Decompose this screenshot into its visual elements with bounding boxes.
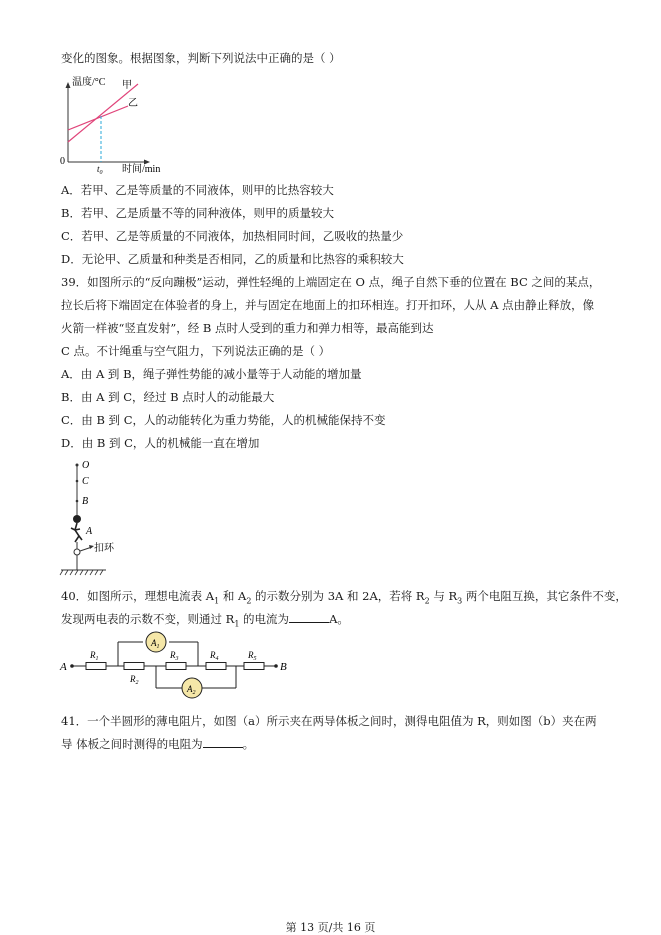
circuit-label-b: B — [280, 661, 287, 673]
q38-option-a: A．若甲、乙是等质量的不同液体，则甲的比热容较大 — [61, 183, 334, 197]
q40-line-2: 发现两电表的示数不变，则通过 $R_1$ 的电流为 A。 — [61, 612, 349, 629]
y-axis-label: 温度/°C — [72, 77, 106, 88]
answer-blank-q41 — [203, 736, 243, 748]
label-r2: $R_2$ — [130, 674, 139, 686]
q39-line-2: 拉长后将下端固定在体验者的身上，并与固定在地面上的扣环相连。打开扣环，人从 A 点由静止释放，像 — [61, 298, 595, 312]
clasp — [74, 549, 80, 555]
resistor-r4 — [206, 663, 226, 670]
q40-line-1: 40．如图所示，理想电流表 $A_1$ 和 $A_2$ 的示数分别为 3A 和 2A，若将 $R_2$ 与 $R_3$ 两个电阻互换，其它条件不变， — [61, 589, 627, 606]
q39-option-d: D．由 B 到 C，人的机械能一直在增加 — [61, 436, 260, 450]
x-axis-label: 时间/min — [122, 164, 161, 175]
intro-line: 变化的图象。根据图象，判断下列说法中正确的是（ ） — [61, 51, 341, 65]
q39-option-c: C．由 B 到 C，人的动能转化为重力势能，人的机械能保持不变 — [61, 413, 386, 427]
person-body — [71, 523, 82, 542]
q39-option-a: A．由 A 到 B，绳子弹性势能的减小量等于人动能的增加量 — [61, 367, 362, 381]
resistor-r1 — [86, 663, 106, 670]
person-head — [73, 515, 81, 523]
origin-label: 0 — [60, 156, 65, 167]
page-footer: 第 13 页/共 16 页 — [285, 921, 376, 934]
label-r4: $R_4$ — [210, 650, 219, 662]
reverse-bungee-figure — [58, 458, 128, 578]
line-yi — [68, 106, 128, 130]
q41-line-2: 导 体板之间时测得的电阻为 。 — [61, 737, 255, 751]
t0-label: $t_0$ — [97, 164, 103, 176]
line-jia-label: 甲 — [122, 80, 132, 91]
svg-text:A1: $A_1$ — [151, 638, 160, 650]
temperature-time-graph — [58, 76, 178, 176]
resistor-r2 — [124, 663, 144, 670]
label-r3: $R_3$ — [170, 650, 179, 662]
line-yi-label: 乙 — [128, 98, 138, 109]
q38-option-c: C．若甲、乙是等质量的不同液体，加热相同时间，乙吸收的热量少 — [61, 229, 404, 243]
label-o: O — [82, 460, 90, 471]
label-clasp: 扣环 — [94, 543, 114, 554]
q39-line-1: 39．如图所示的“反向蹦极”运动，弹性轻绳的上端固定在 O 点，绳子自然下垂的位置在 BC 之间的某点， — [61, 275, 601, 289]
circuit-label-a: A — [60, 661, 67, 673]
label-r5: $R_5$ — [248, 650, 257, 662]
label-b: B — [82, 496, 89, 507]
label-a: A — [86, 526, 93, 537]
line-jia — [68, 84, 138, 142]
svg-text:A2: $A_2$ — [187, 684, 196, 696]
resistor-r5 — [244, 663, 264, 670]
resistor-r3 — [166, 663, 186, 670]
circuit-diagram — [58, 628, 298, 702]
q38-option-b: B．若甲、乙是质量不等的同种液体，则甲的质量较大 — [61, 206, 334, 220]
q41-line-1: 41．一个半圆形的薄电阻片，如图（a）所示夹在两导体板之间时，测得电阻值为 R，则如图（b）夹在两 — [61, 714, 597, 728]
q39-line-4: C 点。不计绳重与空气阻力，下列说法正确的是（ ） — [61, 344, 331, 358]
label-c: C — [82, 476, 89, 487]
ground-hatch — [60, 570, 103, 575]
q39-option-b: B．由 A 到 C，经过 B 点时人的动能最大 — [61, 390, 275, 404]
label-r1: $R_1$ — [90, 650, 99, 662]
q38-option-d: D．无论甲、乙质量和种类是否相同，乙的质量和比热容的乘积较大 — [61, 252, 404, 266]
answer-blank — [289, 611, 329, 623]
q39-line-3: 火箭一样被“竖直发射”，经 B 点时人受到的重力和弹力相等，最高能到达 — [61, 321, 434, 335]
